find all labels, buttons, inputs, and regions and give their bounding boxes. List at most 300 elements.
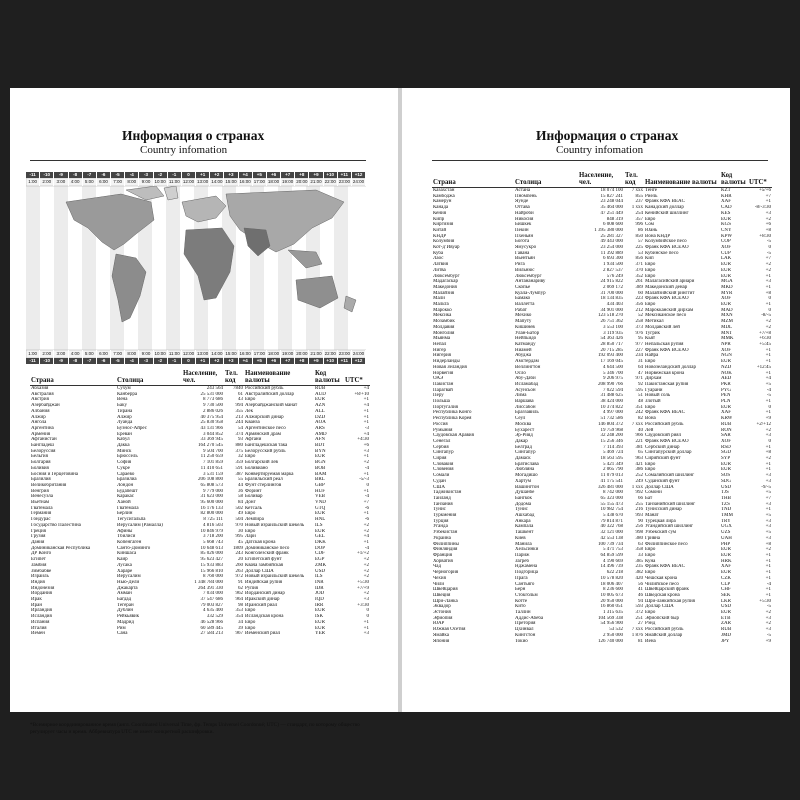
cell-capital: Любляна [515, 467, 535, 473]
header-utc: UTC* [344, 370, 370, 386]
cell-country: Мозамбик [433, 319, 455, 325]
cell-currency-code: JMD [721, 632, 732, 638]
cell-currency: Кубинское песо [645, 250, 679, 256]
cell-utc: -5 [766, 604, 771, 610]
cell-capital: Гватемала [117, 505, 139, 511]
cell-population: 20 950 000 [600, 598, 623, 604]
timezone-offset: -10 [40, 358, 53, 364]
cell-currency: Непальская рупия [645, 341, 684, 347]
cell-population: 3 044 852 [203, 431, 223, 437]
cell-phone-code: 352 [635, 273, 643, 279]
cell-population: 3 119 935 [603, 330, 623, 336]
cell-utc: -5 [766, 250, 771, 256]
cell-country: США [433, 484, 445, 490]
cell-population: 9 730 500 [203, 403, 223, 409]
cell-population: 2 065 790 [603, 467, 623, 473]
timezone-label [338, 350, 352, 364]
cell-currency: Тенге [645, 188, 657, 193]
cell-population: 65 808 573 [200, 482, 223, 488]
cell-utc: +2 [363, 568, 369, 574]
cell-utc: -5 [766, 239, 771, 245]
timezone-time: 17:00 [253, 179, 265, 184]
cell-utc: -5 [766, 632, 771, 638]
cell-currency: Афгани [245, 437, 262, 443]
timezone-time: 5:00 [84, 351, 94, 356]
cell-currency: Лемпира [245, 517, 264, 523]
cell-capital: Куала-Лумпур [515, 290, 546, 296]
cell-currency-code: ILS [315, 522, 323, 528]
cell-capital: Абуджа [515, 353, 532, 359]
cell-population: 10 005 673 [600, 592, 623, 598]
cell-capital: Анкара [515, 518, 531, 524]
cell-currency: Пакистанская рупия [645, 381, 689, 387]
cell-phone-code: 43 [238, 397, 243, 403]
cell-population: 11 079 013 [600, 473, 623, 479]
cell-utc: +8 [765, 227, 771, 233]
cell-utc: +2 [765, 216, 771, 222]
cell-country: Кения [433, 210, 447, 216]
cell-country: Ирак [31, 597, 42, 603]
cell-utc: +4 [363, 534, 369, 540]
timezone-time: 11:00 [168, 179, 180, 184]
cell-utc: +2 [363, 460, 369, 466]
cell-capital: Варшава [515, 399, 534, 405]
timezone-offset: +2 [210, 172, 223, 178]
cell-population: 5 469 724 [603, 450, 623, 456]
cell-utc: -4 [364, 545, 369, 551]
cell-currency: Франк КФА BEAC [645, 564, 685, 570]
cell-utc: +1 [363, 539, 369, 545]
cell-country: Белоруссия [31, 448, 56, 454]
cell-currency-code: PYG [721, 387, 732, 393]
cell-capital: Тбилиси [117, 534, 136, 540]
cell-country: Мали [433, 296, 445, 302]
header-utc: UTC* [748, 172, 772, 188]
timezone-offset: +10 [324, 172, 337, 178]
timezone-label [352, 350, 366, 364]
cell-currency: Кванза [245, 420, 260, 426]
cell-utc: +4 [363, 386, 369, 391]
cell-population: 326 481 000 [598, 484, 623, 490]
cell-currency: Молдавский лей [645, 324, 680, 330]
cell-country: Шри-Ланка [433, 598, 458, 604]
cell-currency: Рупия [245, 585, 258, 591]
timezone-offset: -5 [111, 358, 124, 364]
cell-currency: Боливиано [245, 465, 268, 471]
cell-population: 14 496 739 [600, 564, 623, 570]
cell-utc: +3 [765, 524, 771, 530]
cell-currency: Доллар США [245, 568, 274, 574]
cell-population: 4 635 400 [203, 608, 223, 614]
cell-capital: Оттава [515, 205, 530, 211]
cell-capital: Скопье [515, 284, 531, 290]
cell-population: 10 648 613 [200, 545, 223, 551]
cell-utc: +3 [765, 627, 771, 633]
cell-country: Камбоджа [433, 193, 455, 199]
cell-utc: +3 [363, 597, 369, 603]
timezone-offset: +7 [281, 358, 294, 364]
cell-currency: Иранский риал [245, 602, 278, 608]
cell-country: Боливия [31, 465, 49, 471]
cell-capital: Ханой [117, 500, 131, 506]
cell-country: Саудовская Аравия [433, 433, 474, 439]
cell-capital: Иерусалим (Рамалла) [117, 522, 163, 528]
cell-currency-code: KRW [721, 416, 733, 422]
cell-currency-code: EUR [315, 454, 325, 460]
cell-currency-code: EUR [315, 608, 325, 614]
cell-country: Мексика [433, 313, 452, 319]
cell-currency: Марокканский дирхам [645, 307, 694, 313]
timezone-offset: +11 [338, 358, 351, 364]
cell-population: 15 256 346 [600, 438, 623, 444]
cell-population: 27 584 213 [200, 631, 223, 637]
cell-phone-code: 65 [638, 450, 643, 456]
cell-currency-code: TZS [721, 501, 730, 507]
cell-country: Греция [31, 528, 46, 534]
cell-population: 100 739 734 [598, 541, 623, 547]
cell-capital: Бухарест [515, 427, 535, 433]
timezone-offset: -6 [97, 172, 110, 178]
cell-country: Нидерланды [433, 359, 460, 365]
cell-currency-code: EUR [721, 547, 731, 553]
cell-utc: +7 [765, 256, 771, 262]
cell-phone-code: 373 [635, 324, 643, 330]
cell-country: Уганда [433, 524, 448, 530]
cell-utc: +2 [363, 557, 369, 563]
timezone-offset: -7 [83, 172, 96, 178]
cell-country: Индонезия [31, 585, 55, 591]
cell-capital: Валлетта [515, 302, 535, 308]
cell-country: Азербайджан [31, 403, 60, 409]
cell-phone-code: 595 [635, 387, 643, 393]
cell-currency: Франк КФА BEAC [645, 199, 685, 205]
cell-population: 208 990 766 [598, 381, 623, 387]
timezone-label [267, 350, 281, 364]
cell-utc: +1 [765, 359, 771, 365]
cell-capital: Афины [117, 528, 133, 534]
timezone-time: 3:00 [56, 351, 66, 356]
cell-capital: Лондон [117, 482, 134, 488]
cell-capital: Мапуту [515, 319, 532, 325]
cell-phone-code: 1 876 [631, 632, 643, 638]
cell-utc: +1 [765, 564, 771, 570]
cell-phone-code: 850 [635, 233, 643, 239]
cell-capital: Рабат [515, 307, 527, 313]
cell-currency-code: XAF [721, 564, 732, 570]
cell-utc: +1 [363, 454, 369, 460]
cell-utc: +6 [765, 222, 771, 228]
cell-population: 1 395 380 000 [594, 227, 623, 233]
left-countries-table [30, 370, 370, 637]
cell-country: Япония [433, 638, 450, 644]
timezone-offset: 0 [182, 172, 195, 178]
cell-currency: Манат [645, 513, 659, 519]
cell-utc: -9/-5 [761, 484, 771, 490]
cell-currency-code: XOF [721, 438, 732, 444]
cell-currency-code: SOS [721, 473, 731, 479]
cell-phone-code: 249 [635, 478, 643, 484]
timezone-header [26, 172, 366, 186]
cell-utc: +5:45 [759, 341, 771, 347]
cell-currency: Сирийский фунт [645, 456, 681, 462]
cell-population: 49 443 000 [600, 239, 623, 245]
timezone-time: 14:00 [211, 351, 223, 356]
cell-utc: +3:30 [357, 602, 369, 608]
cell-currency-code: EUR [721, 267, 731, 273]
cell-country: Гондурас [31, 517, 51, 523]
cell-capital: Дакар [515, 438, 528, 444]
timezone-time: 20:00 [296, 179, 308, 184]
timezone-footer [26, 350, 366, 364]
cell-phone-code: 64 [638, 364, 643, 370]
cell-currency: Иена [645, 638, 656, 644]
cell-currency-code: XOF [721, 347, 732, 353]
cell-currency: Метикал [645, 319, 664, 325]
cell-population: 23 248 044 [600, 199, 623, 205]
cell-currency-code: CAD [721, 205, 732, 211]
cell-country: Австралия [31, 391, 54, 397]
cell-currency-code: EUR [721, 553, 731, 558]
timezone-time: 1:00 [28, 351, 37, 356]
cell-currency-code: RUB [721, 627, 732, 633]
cell-capital: Прага [515, 575, 528, 581]
cell-phone-code: 52 [638, 313, 643, 319]
cell-country: Кипр [433, 216, 445, 222]
cell-currency-code: EUR [721, 461, 731, 467]
cell-population: 25 531 000 [200, 391, 223, 397]
cell-currency: Найра [645, 353, 659, 359]
cell-population: 95 600 000 [200, 500, 223, 506]
cell-country: Сингапур [433, 450, 454, 456]
cell-currency-code: EUR [721, 216, 731, 222]
cell-utc: +1 [363, 619, 369, 625]
cell-utc: +1 [765, 199, 771, 205]
cell-capital: Минск [117, 448, 132, 454]
cell-phone-code: 970 [235, 522, 243, 528]
cell-capital: Бамако [515, 296, 531, 302]
cell-country: Эквадор [433, 604, 451, 610]
cell-phone-code: 380 [635, 535, 643, 541]
cell-currency-code: PKR [721, 381, 731, 387]
cell-phone-code: 880 [235, 443, 243, 449]
cell-currency: Рэнд [645, 621, 656, 627]
cell-population: 53 532 [609, 627, 623, 633]
cell-phone-code: 41 [638, 587, 643, 593]
cell-utc: +1 [765, 370, 771, 376]
timezone-offset: +5 [253, 358, 266, 364]
timezone-time: 21:00 [310, 179, 322, 184]
timezone-label [26, 172, 40, 186]
cell-country: Турция [433, 518, 449, 524]
timezone-time: 2:00 [42, 351, 52, 356]
header-currency-code: Код валюты [720, 172, 748, 188]
cell-country: Сирия [433, 456, 447, 462]
cell-currency-code: MYR [721, 290, 733, 296]
cell-utc: +8:30 [759, 233, 771, 239]
timezone-offset: -5 [111, 172, 124, 178]
cell-phone-code: 93 [238, 437, 243, 443]
cell-population: 38 424 000 [600, 399, 623, 405]
cell-country: Италия [31, 625, 47, 631]
timezone-time: 6:00 [99, 179, 108, 184]
cell-currency: Сом [645, 222, 654, 228]
cell-currency: Армянский драм [245, 431, 281, 437]
cell-utc: +8 [765, 450, 771, 456]
cell-capital: Котте [515, 598, 528, 604]
timezone-label [196, 172, 210, 186]
cell-country: Государство Палестина [31, 522, 81, 528]
cell-capital: Аддис-Абеба [515, 615, 544, 621]
cell-utc: +5/+6 [758, 188, 771, 193]
cell-currency: Франк КФА BCEAO [645, 438, 689, 444]
cell-utc: +7 [765, 495, 771, 501]
header-currency-code: Код валюты [314, 370, 344, 386]
cell-country: Индия [31, 579, 45, 585]
cell-population: 41 175 541 [600, 478, 623, 484]
cell-currency-code: DOP [315, 545, 326, 551]
timezone-offset: +1 [196, 358, 209, 364]
cell-population: 6 008 600 [603, 222, 623, 228]
cell-currency: Евро [245, 454, 256, 460]
cell-population: 19 759 968 [600, 427, 623, 433]
timezone-offset: -6 [97, 358, 110, 364]
cell-phone-code: 20 [238, 557, 243, 563]
cell-population: 10 846 979 [200, 528, 223, 534]
timezone-time: 21:00 [310, 351, 322, 356]
cell-currency-code: TND [721, 507, 732, 513]
cell-population: 54 363 426 [600, 336, 623, 342]
cell-population: 55 155 473 [600, 501, 623, 507]
cell-currency-code: AFN [315, 437, 326, 443]
cell-capital: Копенгаген [117, 539, 142, 545]
cell-utc: +1 [765, 592, 771, 598]
cell-capital: Белград [515, 444, 532, 450]
cell-currency-code: SAR [721, 433, 731, 439]
cell-currency-code: VND [315, 500, 326, 506]
cell-capital: Исламабад [515, 381, 539, 387]
cell-currency-code: RUB [721, 421, 732, 427]
cell-phone-code: 967 [235, 631, 243, 637]
cell-utc: -3 [364, 425, 369, 431]
cell-utc: +1 [765, 461, 771, 467]
cell-phone-code: 855 [635, 193, 643, 199]
cell-capital: Лима [515, 393, 527, 399]
cell-capital: Хартум [515, 478, 531, 484]
cell-phone-code: 354 [235, 614, 243, 620]
timezone-offset: +10 [324, 358, 337, 364]
cell-country: Кот-д’Ивуар [433, 245, 460, 251]
cell-capital: Мехико [515, 313, 532, 319]
cell-utc: +1 [363, 488, 369, 494]
cell-utc: +3 [765, 535, 771, 541]
timezone-label [338, 172, 352, 186]
cell-currency: Чилийское песо [645, 581, 679, 587]
cell-currency-code: MAD [721, 307, 733, 313]
cell-phone-code: 45 [238, 539, 243, 545]
cell-utc: +5 [765, 490, 771, 496]
cell-population: 9 504 700 [203, 448, 223, 454]
cell-capital: Пхеньян [515, 233, 534, 239]
cell-country: Латвия [433, 262, 449, 268]
timezone-offset: -9 [54, 358, 67, 364]
cell-currency-code: EUR [721, 610, 731, 616]
cell-population: 95 623 427 [200, 557, 223, 563]
cell-country: Филиппины [433, 541, 459, 547]
cell-country: Франция [433, 553, 452, 558]
cell-currency: Евро [645, 302, 656, 308]
cell-utc: +9 [765, 638, 771, 644]
cell-capital: Яунде [515, 199, 529, 205]
cell-population: 4 997 000 [603, 410, 623, 416]
cell-currency-code: KES [721, 210, 731, 216]
cell-phone-code: 998 [635, 530, 643, 536]
right-countries-table [432, 172, 772, 644]
cell-currency: Евро [645, 267, 656, 273]
cell-capital: Нджамена [515, 564, 538, 570]
cell-currency-code: EUR [315, 397, 325, 403]
timezone-offset: -11 [26, 172, 39, 178]
cell-country: Швейцария [433, 587, 458, 593]
cell-utc: -8/-3:30 [754, 205, 771, 211]
cell-currency-code: THB [721, 495, 731, 501]
header-capital: Столица [116, 370, 182, 386]
cell-country: Словакия [433, 461, 454, 467]
cell-capital: Пекин [515, 227, 529, 233]
cell-capital: Катманду [515, 341, 536, 347]
timezone-label [139, 172, 153, 186]
cell-utc: +1 [765, 444, 771, 450]
cell-currency: Франк КФА BEAC [645, 410, 685, 416]
cell-capital: Бразилиа [117, 477, 137, 483]
cell-capital: Дублин [117, 608, 134, 614]
cell-currency: Злотый [645, 399, 661, 405]
cell-currency-code: BOB [315, 465, 326, 471]
cell-phone-code: 996 [635, 222, 643, 228]
cell-currency: Вона КНДР [645, 233, 671, 239]
timezone-offset: +12 [352, 172, 365, 178]
cell-population: 3 718 200 [203, 534, 223, 540]
cell-country: Таджикистан [433, 490, 462, 496]
cell-population: 1 348 784 000 [194, 579, 223, 585]
cell-currency: Филиппинское песо [645, 541, 688, 547]
table-header-row [30, 370, 370, 386]
cell-capital: Амстердам [515, 359, 539, 365]
cell-phone-code: 39 [238, 625, 243, 631]
cell-country: ДР Конго [31, 551, 52, 557]
cell-population: 243 564 [206, 386, 223, 391]
cell-phone-code: 62 [238, 585, 243, 591]
timezone-label [239, 350, 253, 364]
cell-phone-code: 7840 [233, 386, 243, 391]
cell-currency-code: NPR [721, 341, 731, 347]
cell-currency: Ямайский доллар [645, 632, 683, 638]
cell-population: 11 410 651 [200, 465, 223, 471]
cell-phone-code: 216 [635, 507, 643, 513]
cell-currency: Канадский доллар [645, 205, 684, 211]
cell-phone-code: 256 [635, 524, 643, 530]
cell-country: Чили [433, 581, 445, 587]
cell-country: Танзания [433, 501, 453, 507]
cell-country: Молдавия [433, 324, 455, 330]
cell-currency: Доллар США [645, 604, 674, 610]
cell-phone-code: 964 [235, 597, 243, 603]
cell-capital: Вильнюс [515, 267, 535, 273]
cell-utc: 0 [768, 438, 771, 444]
cell-phone-code: 856 [635, 256, 643, 262]
cell-phone-code: 972 [235, 574, 243, 580]
cell-currency-code: HUF [315, 488, 326, 494]
cell-country: Египет [31, 557, 46, 563]
